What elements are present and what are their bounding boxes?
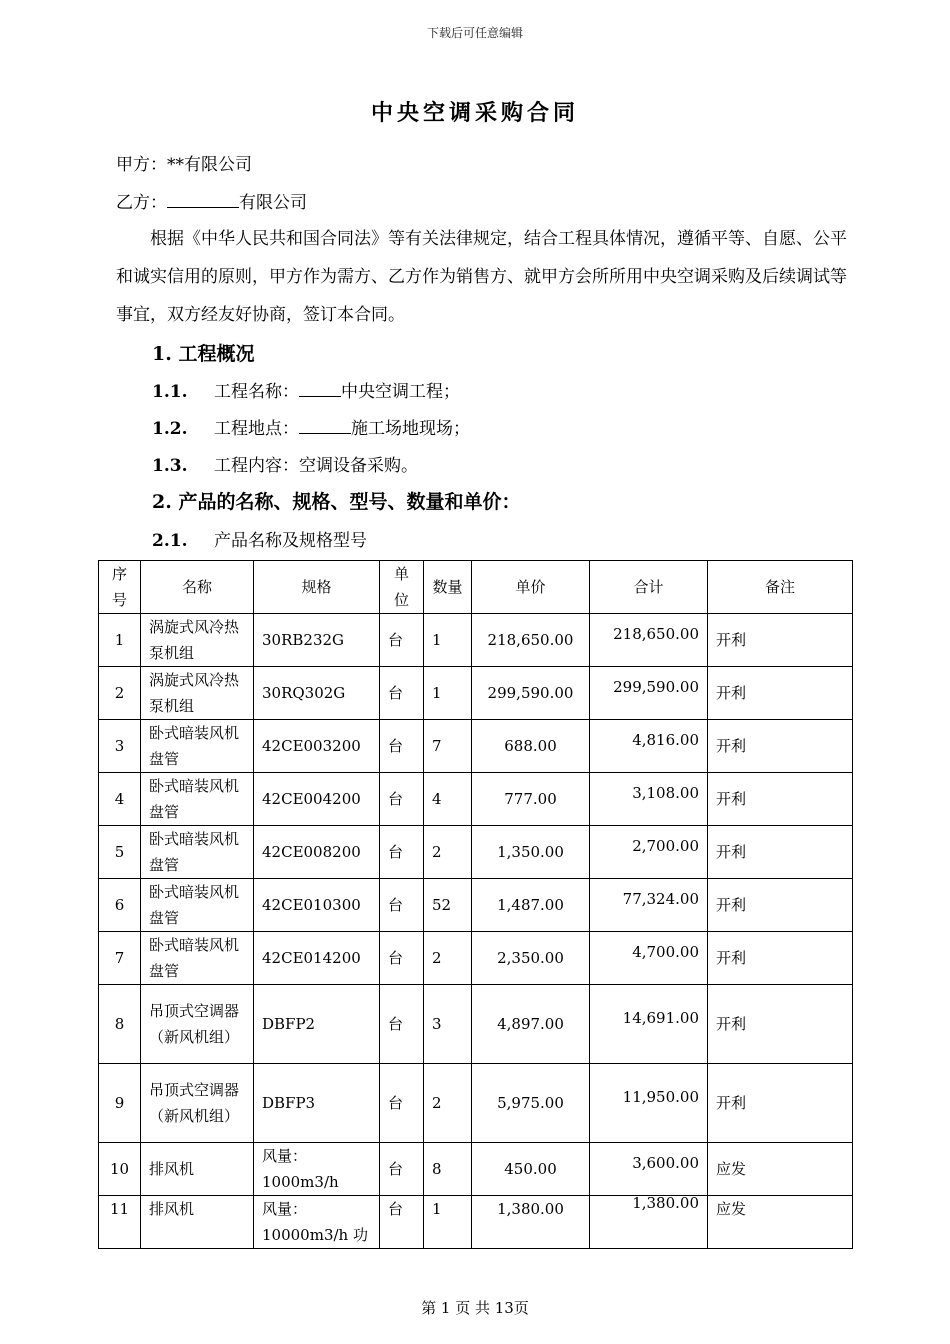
cell-name: 排风机 [141,1143,254,1196]
table-header-row [99,561,853,614]
cell-spec: 风量：10000m3/h 功 [254,1196,380,1249]
cell-note: 开利 [708,932,853,985]
cell-qty: 7 [424,720,472,773]
col-header-note: 备注 [708,561,853,614]
cell-total-value: 4,816.00 [632,731,699,749]
cell-qty: 1 [424,1196,472,1249]
cell-total [590,879,708,932]
cell-unit: 台 [380,720,424,773]
table-row [99,667,853,720]
cell-total [590,720,708,773]
cell-total-value: 2,700.00 [632,837,699,855]
table-row [99,773,853,826]
cell-qty: 2 [424,1064,472,1143]
section-2-heading: 2. 产品的名称、规格、型号、数量和单价： [152,491,521,513]
cell-total [590,1143,708,1196]
cell-total [590,1196,708,1249]
table-row [99,720,853,773]
cell-unit: 台 [380,1196,424,1249]
party-b-blank [167,189,239,208]
cell-spec: 42CE014200 [254,932,380,985]
cell-total-value: 3,108.00 [632,784,699,802]
cell-qty: 52 [424,879,472,932]
cell-qty: 2 [424,826,472,879]
cell-total [590,826,708,879]
table-row [99,826,853,879]
cell-name: 吊顶式空调器（新风机组） [141,1064,254,1143]
cell-no: 7 [99,932,141,985]
cell-note: 应发 [708,1143,853,1196]
cell-total-value: 4,700.00 [632,943,699,961]
cell-unit: 台 [380,1064,424,1143]
item-1-3 [152,451,418,476]
cell-total [590,932,708,985]
cell-unit: 台 [380,614,424,667]
cell-price: 688.00 [472,720,590,773]
party-b-prefix: 乙方： [116,193,167,213]
cell-spec: 42CE004200 [254,773,380,826]
cell-note: 开利 [708,720,853,773]
col-header-no: 序号 [99,561,141,614]
cell-total-value: 3,600.00 [632,1154,699,1172]
cell-name: 吊顶式空调器（新风机组） [141,985,254,1064]
cell-unit: 台 [380,667,424,720]
col-header-unit: 单位 [380,561,424,614]
cell-price: 1,380.00 [472,1196,590,1249]
item-number: 1.3. [152,456,188,476]
cell-price: 777.00 [472,773,590,826]
cell-note: 应发 [708,1196,853,1249]
cell-price: 2,350.00 [472,932,590,985]
cell-no: 6 [99,879,141,932]
cell-no: 1 [99,614,141,667]
page-title: 中央空调采购合同 [370,100,579,126]
cell-total [590,773,708,826]
cell-note: 开利 [708,773,853,826]
cell-unit: 台 [380,985,424,1064]
item-number: 2.1. [152,531,188,551]
item-label: 工程名称： [214,382,299,402]
cell-no: 2 [99,667,141,720]
cell-price: 299,590.00 [472,667,590,720]
cell-no: 3 [99,720,141,773]
col-header-spec: 规格 [254,561,380,614]
table-row [99,1196,853,1249]
table-row [99,1143,853,1196]
item-2-1 [152,526,367,551]
cell-no: 5 [99,826,141,879]
cell-total-value: 11,950.00 [622,1088,699,1106]
page-footer: 第 1 页 共 13页 [421,1299,529,1317]
cell-price: 1,487.00 [472,879,590,932]
cell-note: 开利 [708,614,853,667]
page-header: 下载后可任意编辑 [426,26,523,40]
item-value: 施工场地现场； [351,419,470,439]
cell-unit: 台 [380,773,424,826]
item-number: 1.1. [152,382,188,402]
table-body [99,614,853,1249]
product-table [98,560,853,1249]
table-row [99,932,853,985]
cell-unit: 台 [380,879,424,932]
cell-qty: 1 [424,614,472,667]
cell-name: 排风机 [141,1196,254,1249]
cell-qty: 3 [424,985,472,1064]
item-text: 产品名称及规格型号 [214,531,367,551]
cell-total [590,614,708,667]
cell-price: 4,897.00 [472,985,590,1064]
cell-spec: 30RB232G [254,614,380,667]
cell-spec: 风量：1000m3/h [254,1143,380,1196]
cell-no: 8 [99,985,141,1064]
item-number: 1.2. [152,419,188,439]
cell-total-value: 77,324.00 [622,890,699,908]
cell-name: 卧式暗装风机盘管 [141,720,254,773]
table-row [99,1064,853,1143]
cell-name: 涡旋式风冷热泵机组 [141,667,254,720]
cell-total-value: 14,691.00 [622,1009,699,1027]
cell-qty: 1 [424,667,472,720]
cell-qty: 2 [424,932,472,985]
item-1-2 [152,414,470,439]
intro-paragraph: 根据《中华人民共和国合同法》等有关法律规定，结合工程具体情况，遵循平等、自愿、公平和诚实信用的原则，甲方作为需方、乙方作为销售方、就甲方会所所用中央空调采购及后续调试等事宜，双方经友好协商，签订本合同。 [116,229,847,325]
table-row [99,985,853,1064]
cell-price: 1,350.00 [472,826,590,879]
cell-name: 卧式暗装风机盘管 [141,826,254,879]
item-value: 中央空调工程； [341,382,460,402]
col-header-price: 单价 [472,561,590,614]
cell-name: 涡旋式风冷热泵机组 [141,614,254,667]
cell-spec: DBFP3 [254,1064,380,1143]
cell-price: 5,975.00 [472,1064,590,1143]
cell-qty: 8 [424,1143,472,1196]
cell-total [590,1064,708,1143]
party-a: 甲方：**有限公司 [116,155,252,175]
cell-no: 10 [99,1143,141,1196]
table-row [99,614,853,667]
cell-price: 218,650.00 [472,614,590,667]
cell-name: 卧式暗装风机盘管 [141,773,254,826]
cell-price: 450.00 [472,1143,590,1196]
section-1-heading: 1. 工程概况 [152,343,255,365]
cell-spec: 42CE003200 [254,720,380,773]
cell-spec: 30RQ302G [254,667,380,720]
cell-no: 11 [99,1196,141,1249]
cell-note: 开利 [708,1064,853,1143]
col-header-qty: 数量 [424,561,472,614]
cell-spec: 42CE010300 [254,879,380,932]
party-b [116,188,307,213]
cell-total-value: 299,590.00 [613,678,699,696]
cell-name: 卧式暗装风机盘管 [141,879,254,932]
cell-note: 开利 [708,879,853,932]
cell-name: 卧式暗装风机盘管 [141,932,254,985]
cell-note: 开利 [708,667,853,720]
cell-total [590,985,708,1064]
item-blank [299,378,341,397]
table-row [99,879,853,932]
cell-no: 9 [99,1064,141,1143]
item-text: 工程内容：空调设备采购。 [214,456,418,476]
cell-total-value: 218,650.00 [613,625,699,643]
item-label: 工程地点： [214,419,299,439]
item-blank [299,415,351,434]
col-header-name: 名称 [141,561,254,614]
cell-note: 开利 [708,826,853,879]
cell-unit: 台 [380,826,424,879]
cell-total-value: 1,380.00 [632,1194,699,1212]
col-header-total: 合计 [590,561,708,614]
cell-note: 开利 [708,985,853,1064]
cell-unit: 台 [380,932,424,985]
cell-spec: DBFP2 [254,985,380,1064]
cell-unit: 台 [380,1143,424,1196]
party-b-suffix: 有限公司 [239,193,307,213]
cell-no: 4 [99,773,141,826]
cell-total [590,667,708,720]
item-1-1 [152,377,460,402]
cell-spec: 42CE008200 [254,826,380,879]
cell-qty: 4 [424,773,472,826]
